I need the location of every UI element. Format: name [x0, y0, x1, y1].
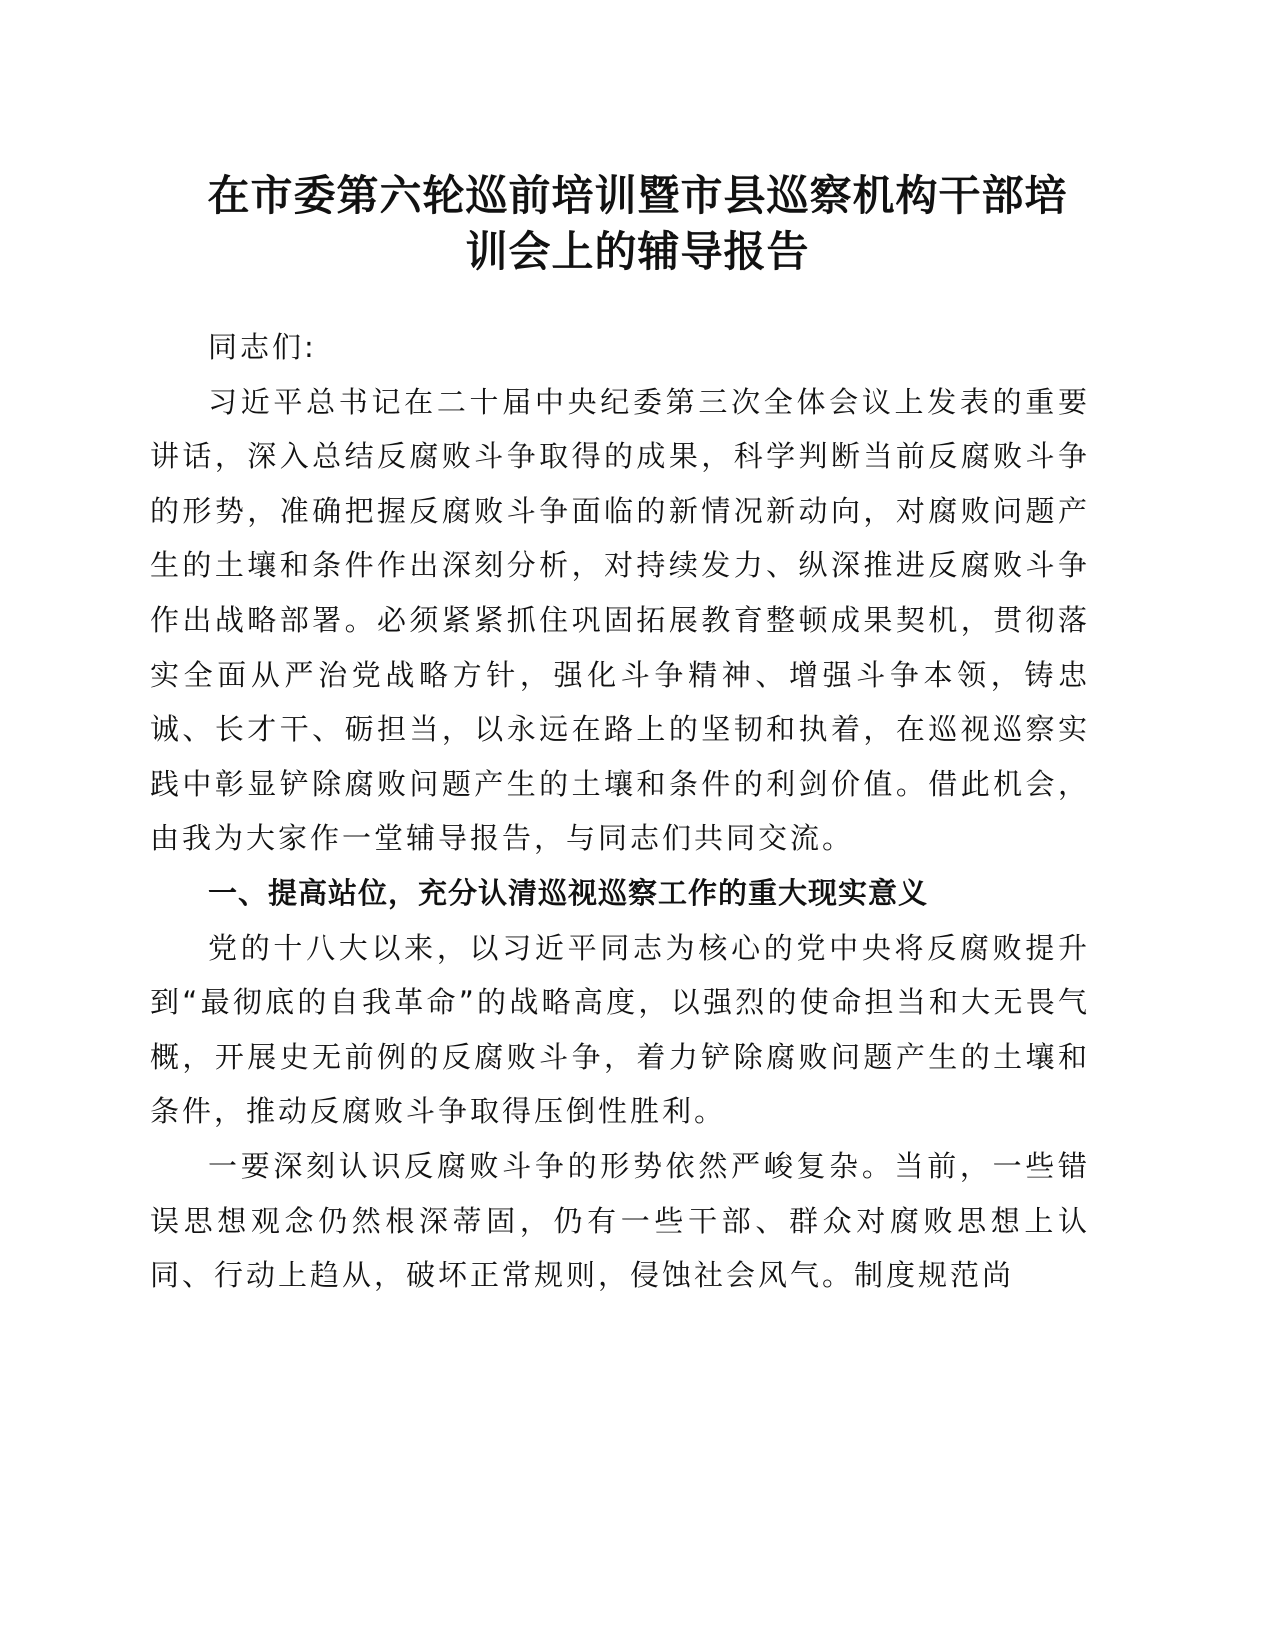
- section-heading-1: 一、提高站位，充分认清巡视巡察工作的重大现实意义: [208, 875, 929, 910]
- salutation: 同志们:: [208, 330, 317, 364]
- document-title: [150, 168, 1125, 280]
- section-1-paragraph-1: 党的十八大以来，以习近平同志为核心的党中央将反腐败提升到“最彻底的自我革命”的战略高度，以强烈的使命担当和大无畏气概，开展史无前例的反腐败斗争，着力铲除腐败问题产生的土壤和条件，推动反腐败斗争取得压倒性胜利。: [150, 930, 1090, 1129]
- intro-paragraph: 习近平总书记在二十届中央纪委第三次全体会议上发表的重要讲话，深入总结反腐败斗争取得的成果，科学判断当前反腐败斗争的形势，准确把握反腐败斗争面临的新情况新动向，对腐败问题产生的土壤和条件作出深刻分析，对持续发力、纵深推进反腐败斗争作出战略部署。必须紧紧抓住巩固拓展教育整顿成果契机，贯彻落实全面从严治党战略方针，强化斗争精神、增强斗争本领，铸忠诚、长才干、砺担当，以永远在路上的坚韧和执着，在巡视巡察实践中彰显铲除腐败问题产生的土壤和条件的利剑价值。借此机会，由我为大家作一堂辅导报告，与同志们共同交流。: [150, 384, 1090, 856]
- title-line-1: 在市委第六轮巡前培训暨市县巡察机构干部培: [207, 171, 1068, 220]
- section-1-paragraph-2: 一要深刻认识反腐败斗争的形势依然严峻复杂。当前，一些错误思想观念仍然根深蒂固，仍有一些干部、群众对腐败思想上认同、行动上趋从，破坏正常规则，侵蚀社会风气。制度规范尚: [150, 1148, 1090, 1293]
- document-body: [150, 320, 1090, 1303]
- title-line-2: 训会上的辅导报告: [465, 227, 810, 276]
